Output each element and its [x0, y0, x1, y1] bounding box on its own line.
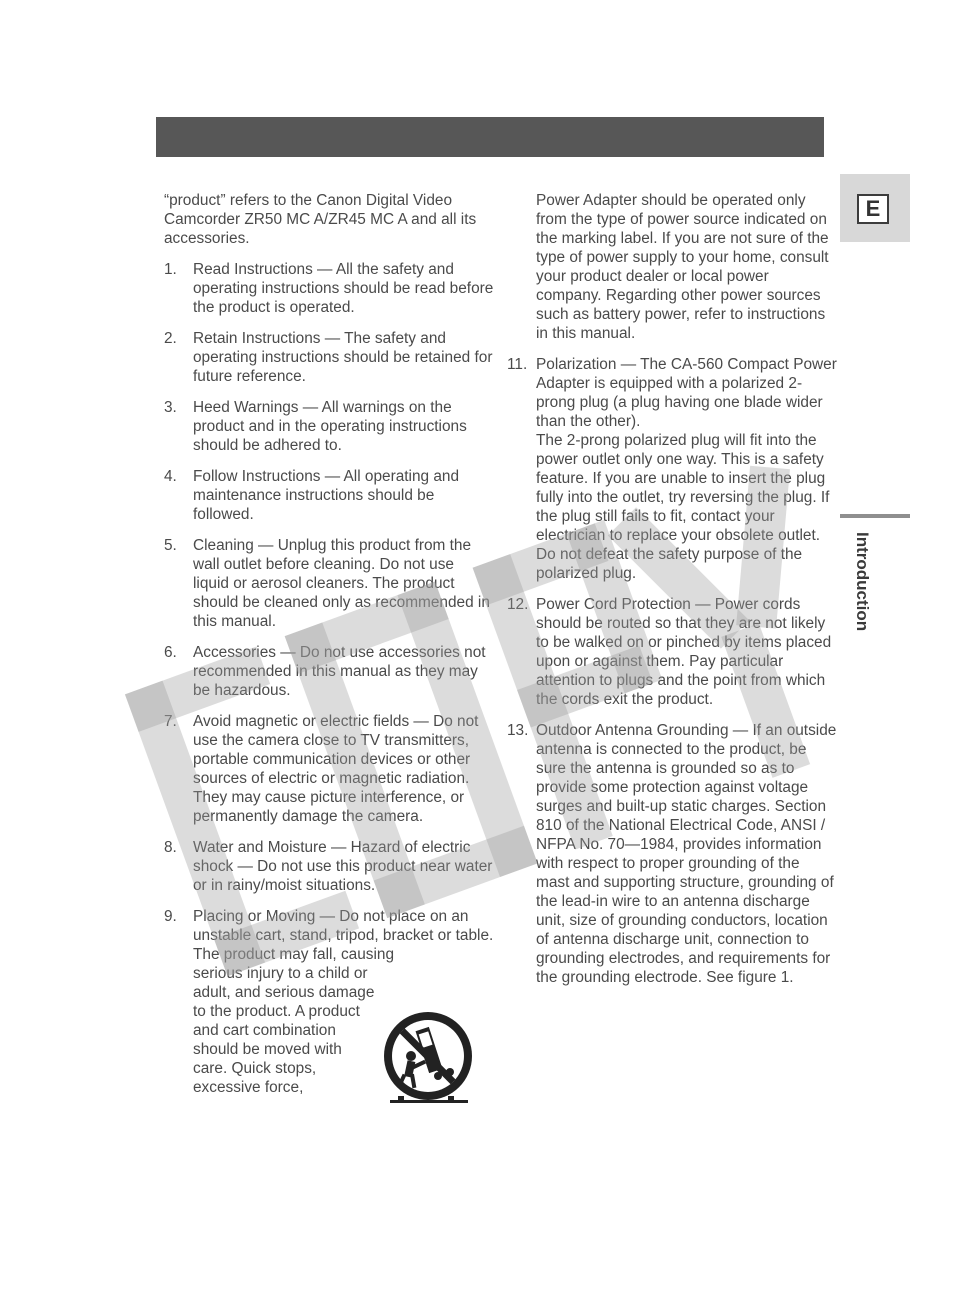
list-item [507, 355, 837, 583]
item-number: 8. [164, 839, 177, 856]
item-text: Retain Instructions — The safety and operating instructions should be retained for future reference. [193, 330, 493, 385]
left-column [164, 191, 494, 1109]
list-item [164, 329, 494, 386]
item-text-continued: The 2-prong polarized plug will fit into the power outlet only one way. This is a safety feature. If you are unable to insert the plug fully into the outlet, try reversing the plug. If the plug still fails to fit, contact your electrician to replace your obsolete outlet. Do not defeat the safety purpose of the polarized plug. [536, 432, 830, 582]
continued-paragraph: Power Adapter should be operated only from the type of power source indicated on the marking label. If you are not sure of the type of power supply to your home, consult your product dealer or local power company. Regarding other power sources such as battery power, refer to instructions in this manual. [536, 192, 829, 342]
section-tab [852, 532, 872, 642]
list-item [164, 712, 494, 826]
item-number: 6. [164, 644, 177, 661]
section-label: Introduction [853, 532, 872, 632]
list-item [507, 595, 837, 709]
intro-paragraph: “product” refers to the Canon Digital Video Camcorder ZR50 MC A/ZR45 MC A and all its accessories. [164, 192, 477, 247]
item-number: 11. [507, 356, 528, 373]
language-tab [840, 174, 910, 242]
item-text: Read Instructions — All the safety and operating instructions should be read before the product is operated. [193, 261, 494, 316]
section-divider [840, 514, 910, 518]
item-text: Accessories — Do not use accessories not recommended in this manual as they may be hazardous. [193, 644, 486, 699]
item-text: Water and Moisture — Hazard of electric shock — Do not use this product near water or in rainy/moist situations. [193, 839, 493, 894]
list-item [164, 398, 494, 455]
list-item [507, 721, 837, 987]
language-tab-label: E [857, 194, 889, 224]
item-text: Heed Warnings — All warnings on the product and in the operating instructions should be adhered to. [193, 399, 467, 454]
item-text-lead: Placing or Moving — Do not place on an unstable cart, stand, tripod, bracket or table. The product may fall, causing [193, 908, 494, 963]
item-text: Outdoor Antenna Grounding — If an outside antenna is connected to the product, be sure the antenna is grounded so as to provide some protection against voltage surges and built-up static charges. Section 810 of the National Electrical Code, ANSI / NFPA No. 70—1984, provides information with respect to proper grounding of the mast and supporting structure, grounding of the lead-in wire to an antenna discharge unit, size of grounding conductors, location of antenna discharge unit, connection to grounding electrodes, and requirements for the grounding electrode. See figure 1. [536, 722, 837, 986]
list-item [164, 260, 494, 317]
item-number: 12. [507, 596, 529, 613]
list-item [164, 536, 494, 631]
item-text: Avoid magnetic or electric fields — Do not use the camera close to TV transmitters, portable communication devices or other sources of electric or magnetic radiation. They may cause picture interference, or permanently damage the camera. [193, 713, 479, 825]
item-number: 3. [164, 399, 177, 416]
item-number: 2. [164, 330, 177, 347]
item-text: serious injury to a child or adult, and serious damage to the product. A product and cart combination should be moved with care. Quick stops, excessive force, [193, 965, 375, 1096]
item-number: 4. [164, 468, 177, 485]
right-column [507, 191, 837, 999]
item-text: Cleaning — Unplug this product from the wall outlet before cleaning. Do not use liquid or aerosol cleaners. The product should be cleaned only as recommended in this manual. [193, 537, 490, 630]
item-number: 7. [164, 713, 177, 730]
item-text: Polarization — The CA-560 Compact Power Adapter is equipped with a polarized 2-prong plug (a plug having one blade wider than the other). [536, 356, 837, 430]
list-item [164, 467, 494, 524]
item-text: Follow Instructions — All operating and maintenance instructions should be followed. [193, 468, 460, 523]
item-text: Power Cord Protection — Power cords should be routed so that they are not likely to be walked on or pinched by items placed upon or against them. Pay particular attention to plugs and the point from which the cords exit the product. [536, 596, 832, 708]
list-item [164, 643, 494, 700]
item-number: 1. [164, 261, 177, 278]
header-bar [156, 117, 824, 157]
cart-tip-over-warning-icon [378, 1008, 480, 1108]
item-number: 9. [164, 908, 177, 925]
item-number: 5. [164, 537, 177, 554]
item-number: 13. [507, 722, 529, 739]
list-item [164, 838, 494, 895]
